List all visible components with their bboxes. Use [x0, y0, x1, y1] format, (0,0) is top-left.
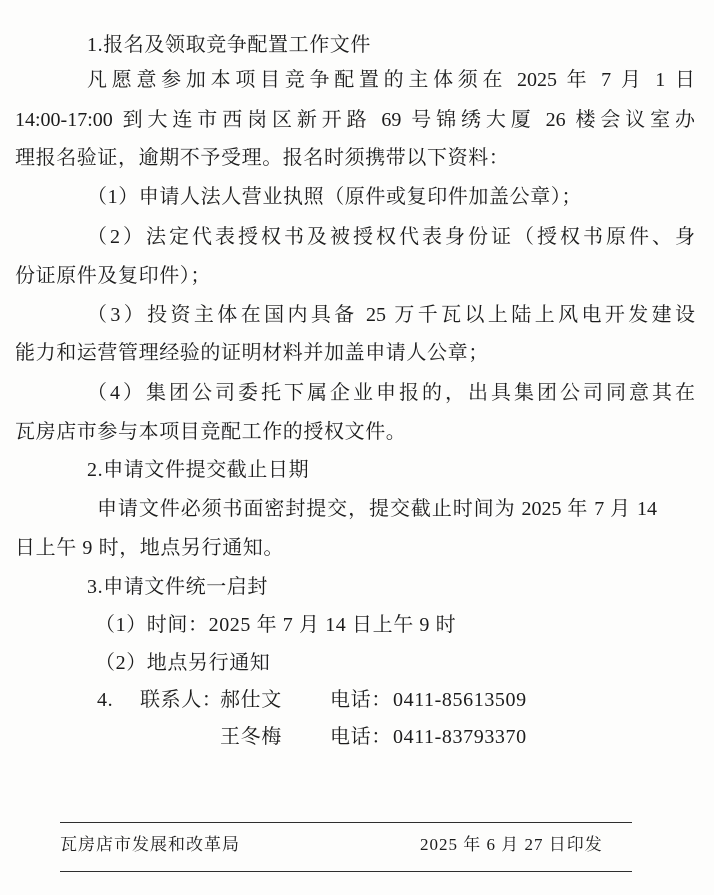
phone-number: 0411-85613509 [393, 689, 527, 711]
paragraph-line: 理报名验证，逾期不予受理。报名时须携带以下资料： [15, 147, 510, 169]
material-item-3-continued: 能力和运营管理经验的证明材料并加盖申请人公章； [15, 342, 489, 364]
paragraph-line: 日上午 9 时，地点另行通知。 [15, 537, 284, 559]
section-heading-deadline: 2.申请文件提交截止日期 [87, 459, 310, 481]
material-item-2-continued: 份证原件及复印件）； [15, 265, 211, 287]
phone-number: 0411-83793370 [393, 726, 527, 748]
material-item-2: （2）法定代表授权书及被授权代表身份证（授权书原件、身 [87, 226, 695, 248]
section-number: 4. [97, 689, 114, 711]
paragraph-line: 14:00-17:00 到大连市西岗区新开路 69 号锦绣大厦 26 楼会议室办 [15, 109, 695, 131]
footer-issue-date: 2025 年 6 月 27 日印发 [420, 835, 603, 854]
opening-item-time: （1）时间：2025 年 7 月 14 日上午 9 时 [95, 614, 457, 636]
footer-bottom-rule [60, 871, 632, 872]
paragraph-line: 凡愿意参加本项目竞争配置的主体须在 2025 年 7 月 1 日 [87, 69, 695, 91]
contact-name: 郝仕文 [220, 689, 282, 711]
phone-label: 电话： [330, 726, 392, 748]
contact-name: 王冬梅 [220, 726, 282, 748]
material-item-4-continued: 瓦房店市参与本项目竞配工作的授权文件。 [15, 421, 407, 443]
section-heading-opening: 3.申请文件统一启封 [87, 576, 268, 598]
material-item-1: （1）申请人法人营业执照（原件或复印件加盖公章）； [87, 186, 582, 208]
contact-row [0, 681, 714, 719]
contact-row [0, 718, 714, 756]
contact-label: 联系人： [140, 689, 223, 711]
opening-item-location: （2）地点另行通知 [95, 652, 271, 674]
material-item-3: （3）投资主体在国内具备 25 万千瓦以上陆上风电开发建设 [87, 304, 695, 326]
phone-label: 电话： [330, 689, 392, 711]
footer-issuer: 瓦房店市发展和改革局 [60, 835, 240, 854]
material-item-4: （4）集团公司委托下属企业申报的，出具集团公司同意其在 [87, 382, 695, 404]
footer-top-rule [60, 822, 632, 823]
paragraph-line: 申请文件必须书面密封提交，提交截止时间为 2025 年 7 月 14 [97, 498, 657, 520]
section-heading-registration: 1.报名及领取竞争配置工作文件 [87, 34, 371, 56]
